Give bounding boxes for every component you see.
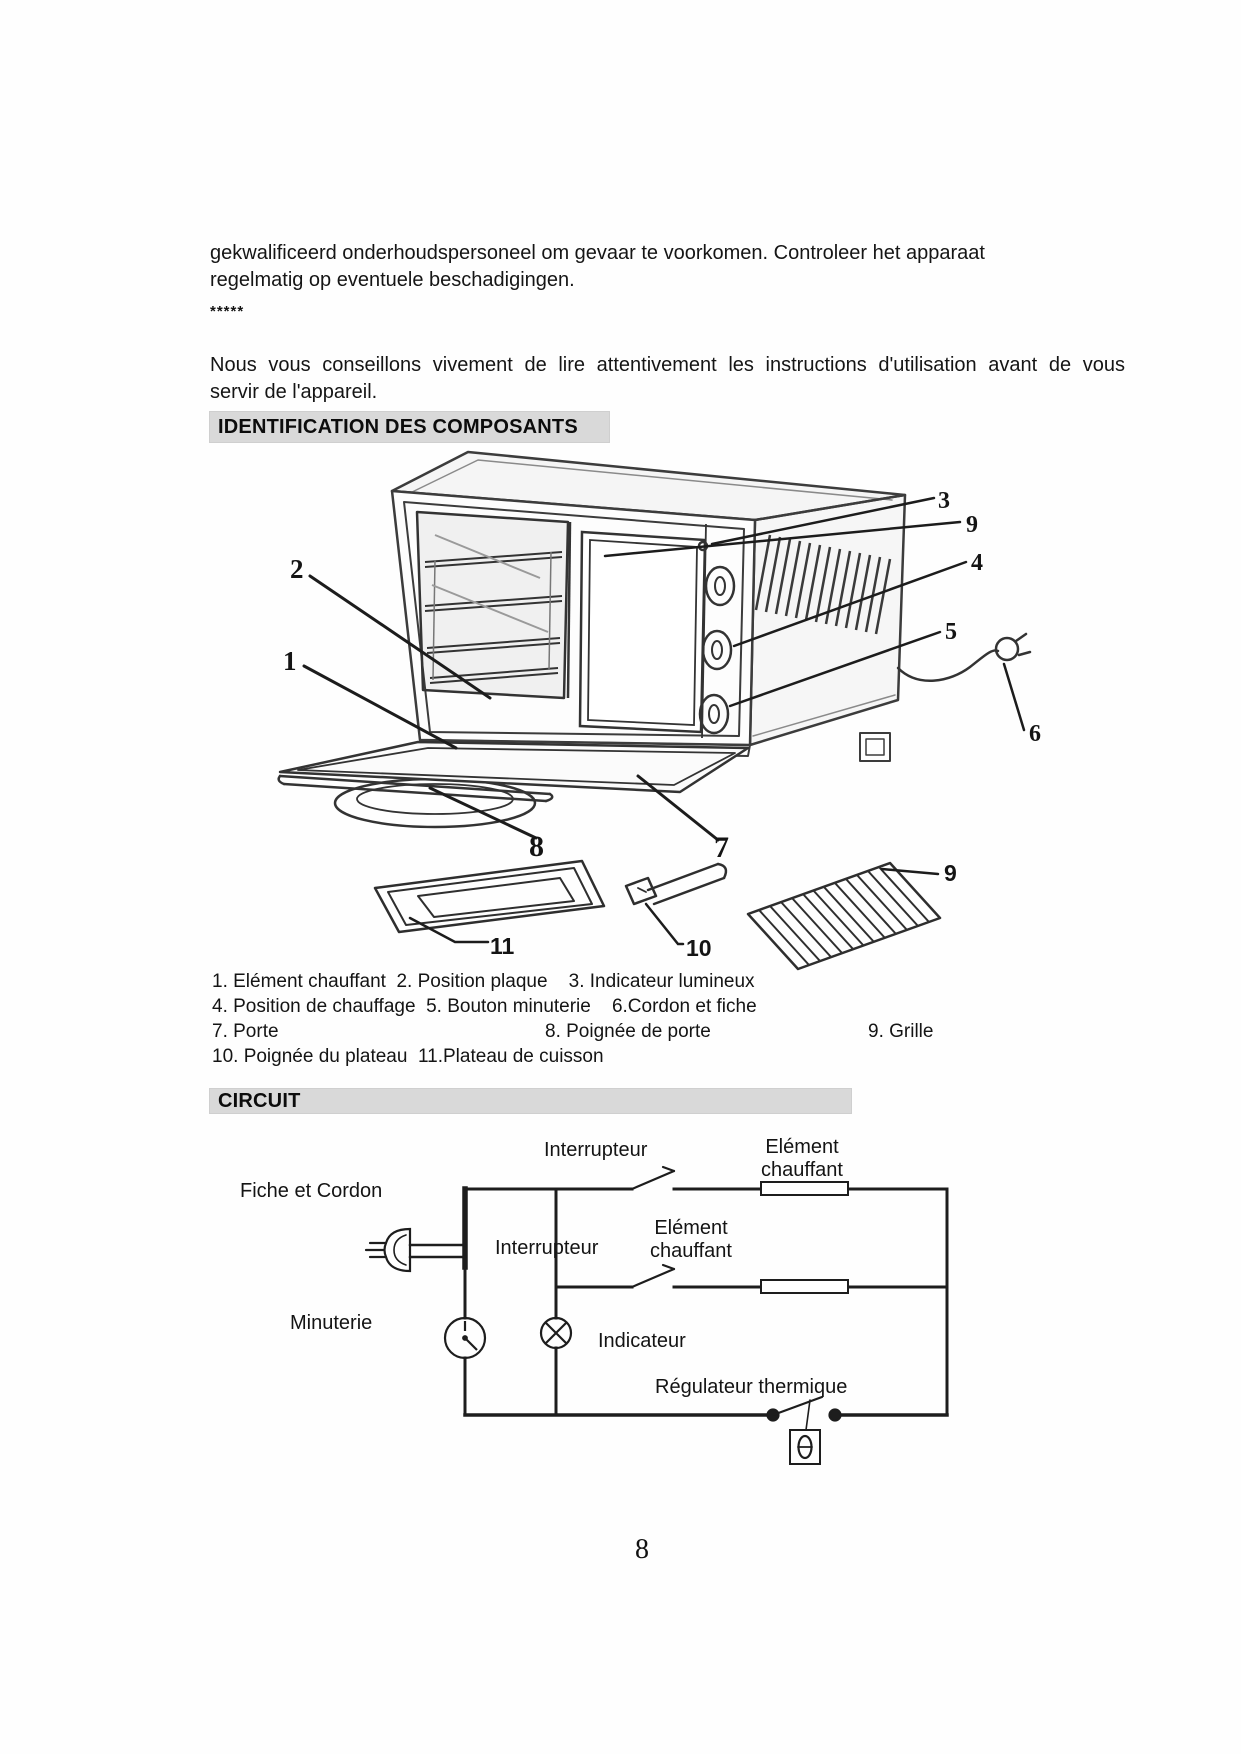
open-door: [279, 742, 748, 827]
label-element-mid-2: chauffant: [650, 1240, 732, 1262]
callout-3: 3: [938, 488, 950, 514]
label-plug-cord: Fiche et Cordon: [240, 1180, 383, 1202]
section-header-circuit: [209, 1088, 852, 1114]
heating-element-symbols: [761, 1182, 848, 1293]
section-title-circuit: CIRCUIT: [218, 1089, 301, 1112]
callout-6: 6: [1029, 721, 1041, 747]
label-timer: Minuterie: [290, 1312, 373, 1334]
dutch-line-1: gekwalificeerd onderhoudspersoneel om gevaar te voorkomen. Controleer het apparaat: [210, 242, 985, 264]
indicator-lamp-symbol: [541, 1318, 571, 1348]
circuit-diagram: [210, 1115, 970, 1495]
parts-list: [212, 971, 1172, 1071]
oven-cavity: [417, 512, 568, 698]
label-thermostat: Régulateur thermique: [655, 1376, 848, 1398]
parts-line-3-grille: 9. Grille: [868, 1021, 934, 1042]
switch-top-icon: [632, 1167, 674, 1189]
label-switch-mid: Interrupteur: [495, 1237, 599, 1259]
plug-icon: [996, 638, 1018, 660]
dutch-line-2: regelmatig op eventuele beschadigingen.: [210, 269, 575, 291]
callout-4: 4: [971, 550, 983, 576]
timer-symbol: [445, 1318, 485, 1358]
tray-handle: [626, 864, 726, 904]
label-element-top-2: chauffant: [761, 1159, 843, 1181]
callout-9-grille: 9: [944, 860, 957, 886]
heating-element-top-icon: [761, 1182, 848, 1195]
section-header-components: [209, 411, 610, 443]
callout-11: 11: [490, 933, 515, 959]
separator-asterisks: *****: [210, 303, 245, 320]
callout-1: 1: [283, 646, 297, 676]
parts-line-1: 1. Elément chauffant 2. Position plaque 3. Indicateur lumineux: [212, 971, 755, 992]
oven-diagram: [250, 440, 1090, 980]
french-paragraph: [210, 352, 1125, 406]
heating-element-mid-icon: [761, 1280, 848, 1293]
wire-grille: [748, 863, 940, 969]
parts-line-3-poignee: 8. Poignée de porte: [545, 1021, 711, 1042]
callout-7: 7: [714, 831, 729, 864]
french-line-2: servir de l'appareil.: [210, 381, 378, 403]
plug-symbol: [366, 1229, 465, 1271]
parts-line-3: [212, 1021, 1172, 1046]
circuit-labels: [240, 1136, 847, 1398]
french-line-1: Nous vous conseillons vivement de lire attentivement les instructions d'utilisation avant de vous: [210, 354, 1125, 376]
baking-tray: [375, 861, 604, 932]
callout-5: 5: [945, 619, 957, 645]
callout-8: 8: [529, 830, 544, 863]
dutch-paragraph: [210, 240, 1050, 294]
parts-line-3-porte: 7. Porte: [212, 1021, 279, 1042]
callout-2: 2: [290, 554, 304, 584]
switch-mid-icon: [632, 1265, 674, 1287]
callout-10: 10: [686, 935, 712, 961]
parts-line-4: 10. Poignée du plateau 11.Plateau de cuisson: [212, 1046, 604, 1067]
label-element-top-1: Elément: [765, 1136, 839, 1158]
label-element-mid-1: Elément: [654, 1217, 728, 1239]
page-number: 8: [635, 1534, 649, 1565]
thermostat-symbol: [768, 1397, 841, 1464]
label-switch-top: Interrupteur: [544, 1139, 648, 1161]
section-title-components: IDENTIFICATION DES COMPOSANTS: [218, 415, 578, 438]
label-indicator: Indicateur: [598, 1330, 686, 1352]
parts-line-2: 4. Position de chauffage 5. Bouton minuterie 6.Cordon et fiche: [212, 996, 757, 1017]
callout-9: 9: [966, 512, 978, 538]
